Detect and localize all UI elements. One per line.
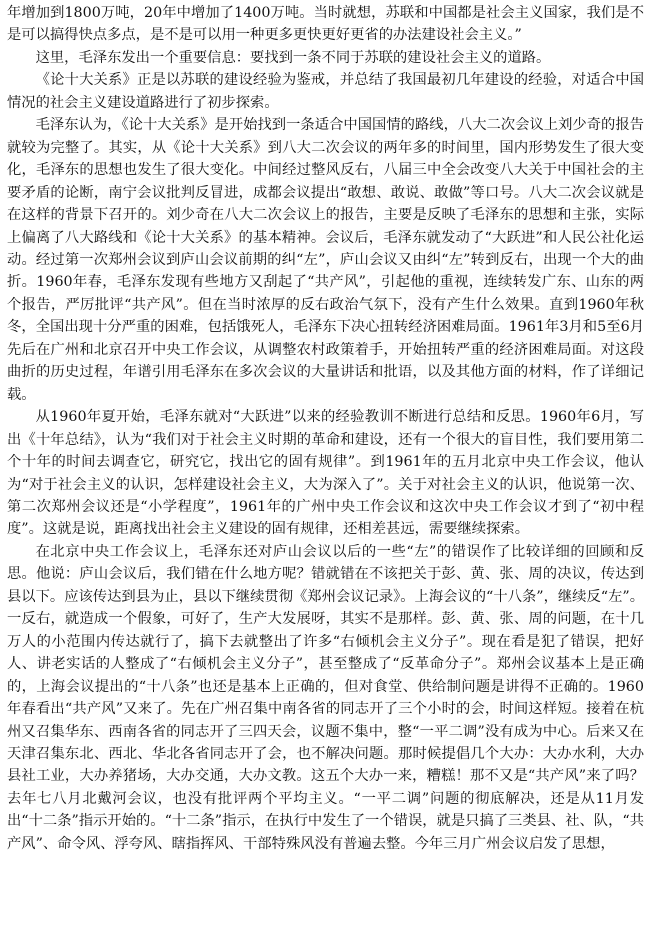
paragraph-4: 毛泽东认为，《论十大关系》是开始找到一条适合中国国情的路线，八大二次会议上刘少奇的报告就较为完整了。其实，从《论十大关系》到八大二次会议的两年多的时间里，国内形势发生了很大变化，毛泽东的思想也发生了很大变化。中间经过整风反右，八届三中全会改变八大关于中国社会的主要矛盾的论断，南宁会议批判反冒进，成都会议提出“敢想、敢说、敢做”等口号。八大二次会议就是在这样的背景下召开的。刘少奇在八大二次会议上的报告，主要是反映了毛泽东的思想和主张，实际上偏离了八大路线和《论十大关系》的基本精神。会议后，毛泽东就发动了“大跃进”和人民公社化运动。经过第一次郑州会议到庐山会议前期的纠“左”，庐山会议又由纠“左”转到反右，出现一个大的曲折。1960年春，毛泽东发现有些地方又刮起了“共产风”，引起他的重视，连续转发广东、山东的两个报告，严厉批评“共产风”。但在当时浓厚的反右政治气氛下，没有产生什么效果。直到1960年秋冬，全国出现十分严重的困难，包括饿死人，毛泽东下决心扭转经济困难局面。1961年3月和5至6月先后在广州和北京召开中央工作会议，从调整农村政策着手，开始扭转严重的经济困难局面。对这段曲折的历史过程，年谱引用毛泽东在多次会议的大量讲话和批语，以及其他方面的材料，作了详细记载。 <box>7 117 644 403</box>
paragraph-1: 年增加到1800万吨，20年中增加了1400万吨。当时就想，苏联和中国都是社会主义国家，我们是不是可以搞得快点多点，是不是可以用一种更多更快更好更省的办法建设社会主义。” <box>7 5 644 44</box>
paragraph-2: 这里，毛泽东发出一个重要信息：要找到一条不同于苏联的建设社会主义的道路。 <box>35 49 551 66</box>
paragraph-5: 从1960年夏开始，毛泽东就对“大跃进”以来的经验教训不断进行总结和反思。1960年6月，写出《十年总结》，认为“我们对于社会主义时期的革命和建设，还有一个很大的盲目性，我们要用第二个十年的时间去调查它，研究它，找出它的固有规律”。到1961年的五月北京中央工作会议，他认为“对于社会主义的认识，怎样建设社会主义，大为深入了”。关于对社会主义的认识，他说第一次、第二次郑州会议还是“小学程度”，1961年的广州中央工作会议和这次中央工作会议才到了“初中程度”。这就是说，距离找出社会主义建设的固有规律，还相差甚远，需要继续探索。 <box>7 409 644 538</box>
paragraph-3: 《论十大关系》正是以苏联的建设经验为鉴戒，并总结了我国最初几年建设的经验，对适合中国情况的社会主义建设道路进行了初步探索。 <box>7 72 644 111</box>
paragraph-6: 在北京中央工作会议上，毛泽东还对庐山会议以后的一些“左”的错误作了比较详细的回顾和反思。他说：庐山会议后，我们错在什么地方呢？错就错在不该把关于彭、黄、张、周的决议，传达到县以下。应该传达到县为止，县以下继续贯彻《郑州会议记录》。上海会议的“十八条”，继续反“左”。一反右，就造成一个假象，可好了，生产大发展呀，其实不是那样。彭、黄、张、周的问题，在十几万人的小范围内传达就行了，搞下去就整出了许多“右倾机会主义分子”。现在看是犯了错误，把好人、讲老实话的人整成了“右倾机会主义分子”，甚至整成了“反革命分子”。郑州会议基本上是正确的，上海会议提出的“十八条”也还是基本上正确的，但对食堂、供给制问题是讲得不正确的。1960年春看出“共产风”又来了。先在广州召集中南各省的同志开了三个小时的会，时间这样短。接着在杭州又召集华东、西南各省的同志开了三四天会，议题不集中，整“一平二调”没有成为中心。后来又在天津召集东北、西北、华北各省同志开了会，也不解决问题。那时候提倡几个大办：大办水利，大办县社工业，大办养猪场，大办交通，大办文教。这五个大办一来，糟糕！那不又是“共产风”来了吗？去年七八月北戴河会议，也没有批评两个平均主义。“一平二调”问题的彻底解决，还是从11月发出“十二条”指示开始的。“十二条”指示，在执行中发生了一个错误，就是只搞了三类县、社、队，“共产风”、命令风、浮夸风、瞎指挥风、干部特殊风没有普遍去整。今年三月广州会议启发了思想， <box>7 543 645 852</box>
